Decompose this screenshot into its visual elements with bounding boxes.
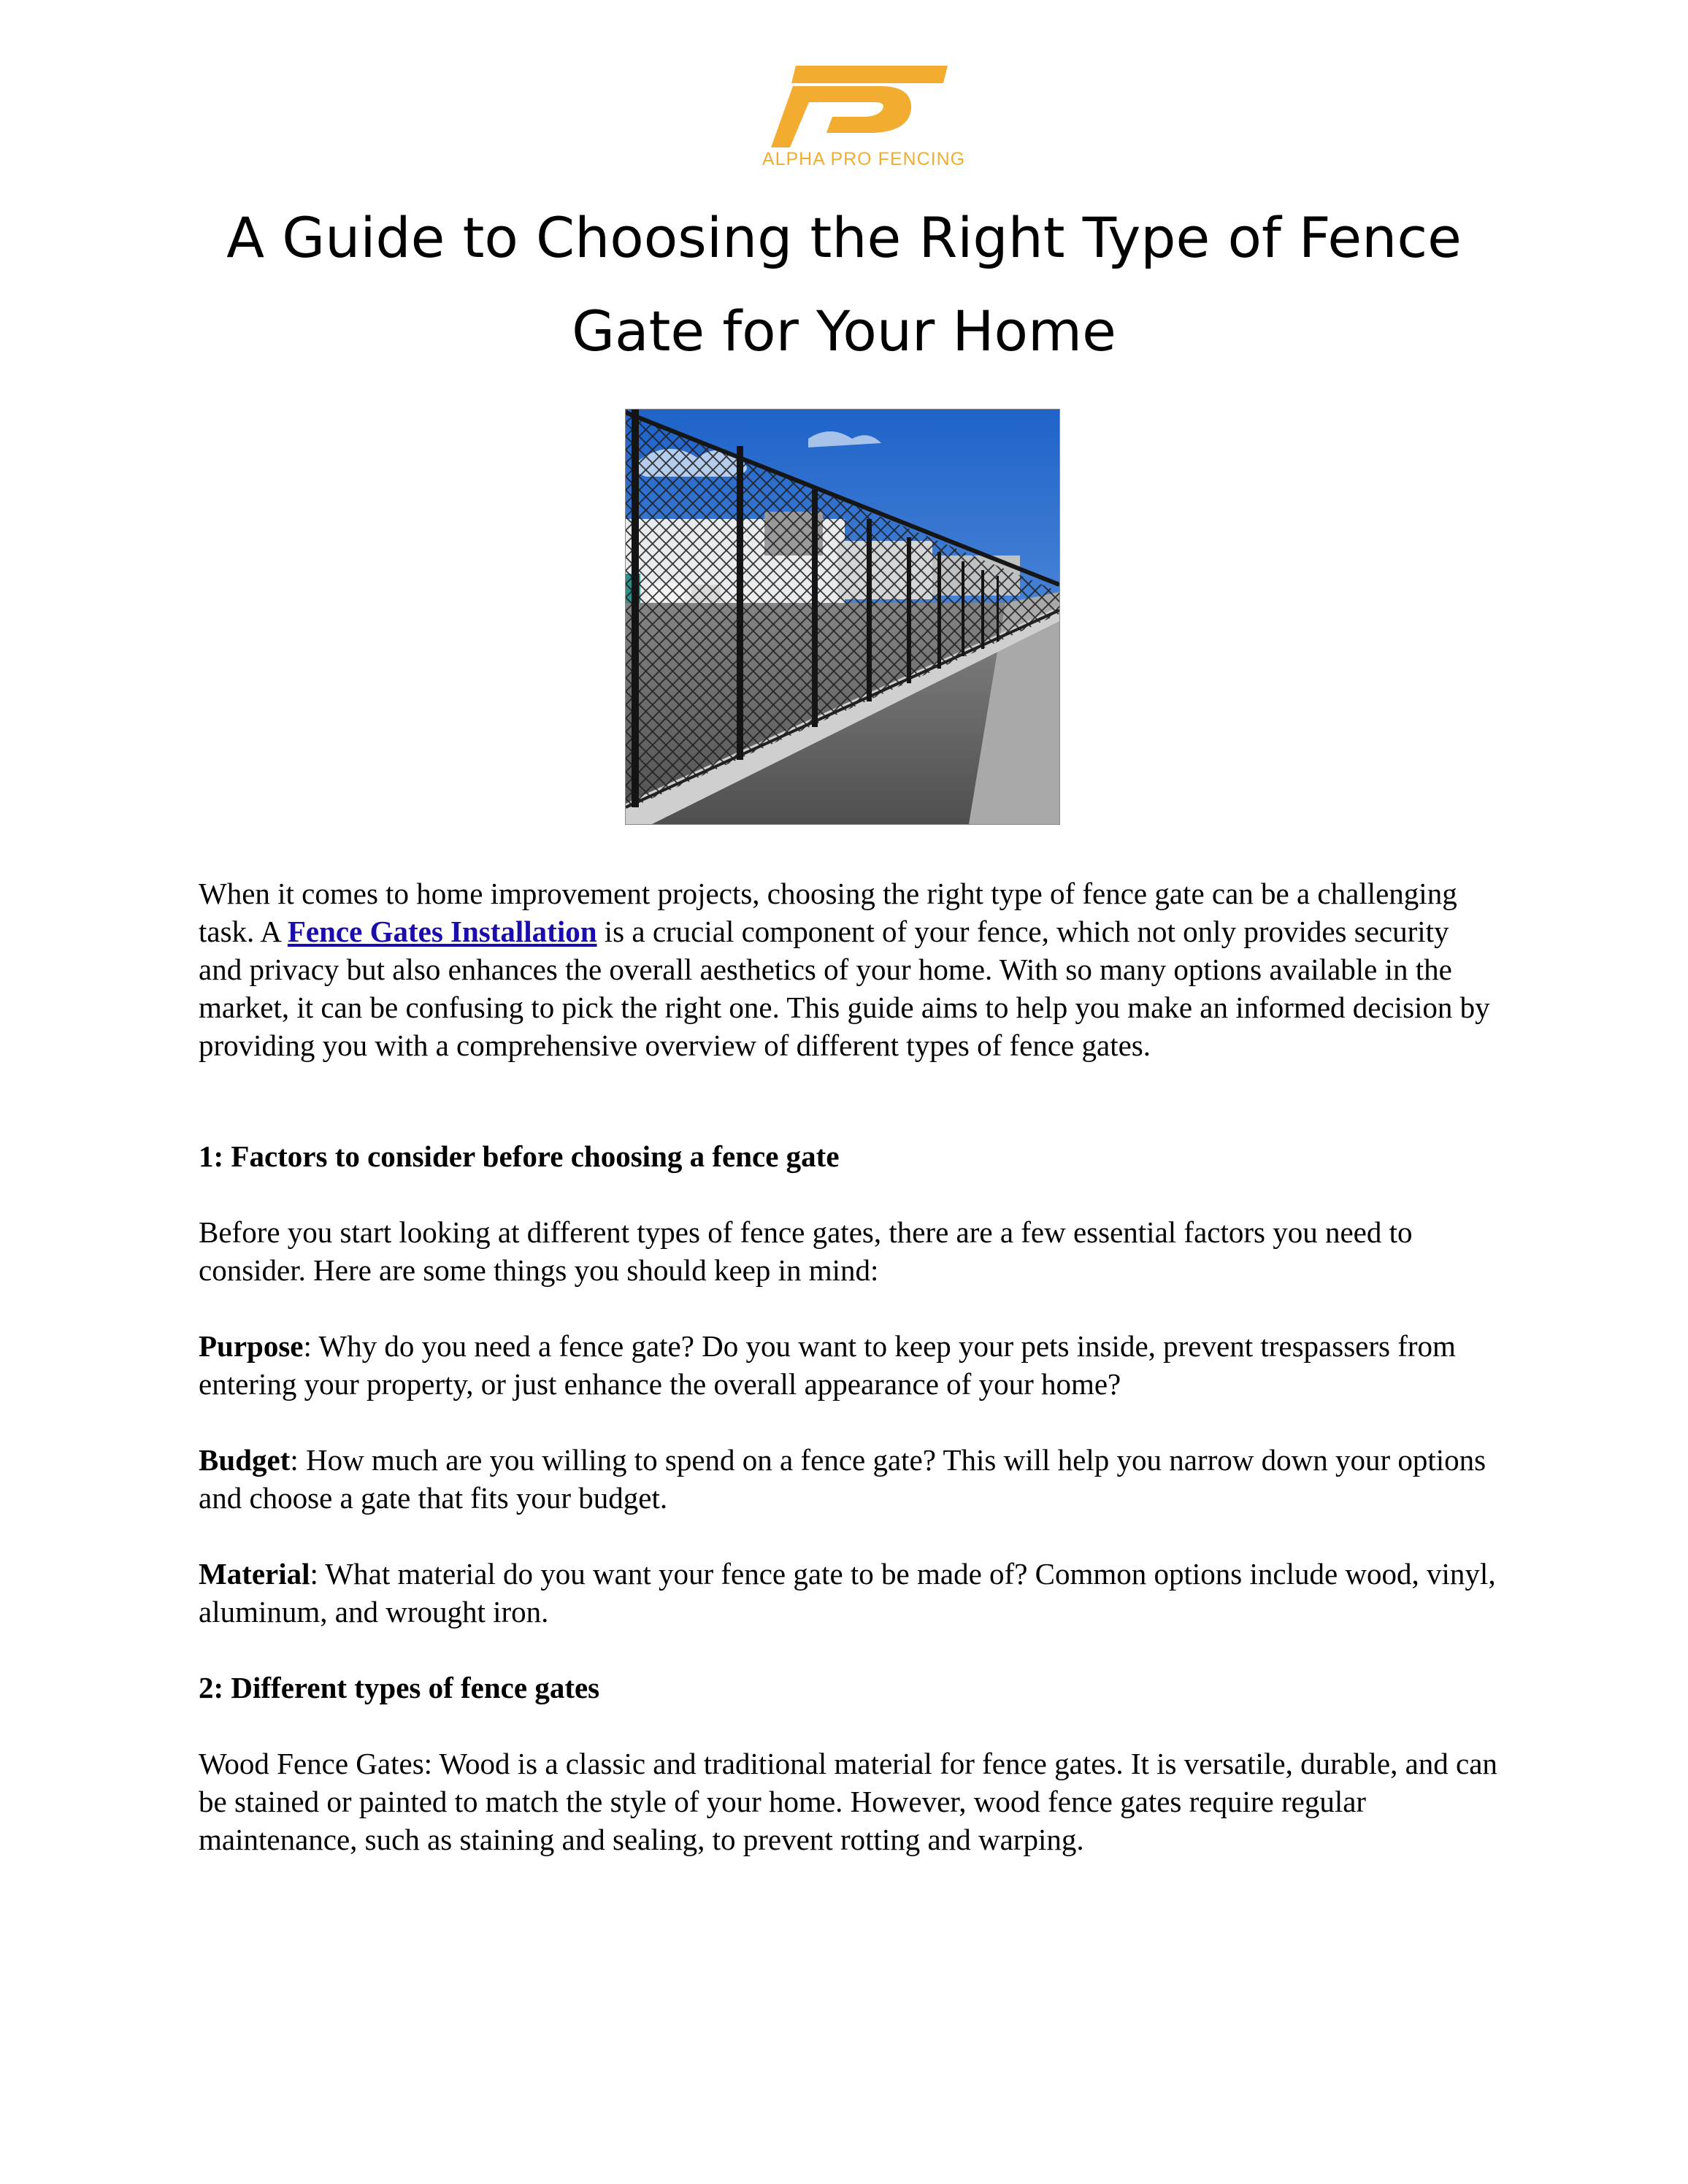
fence-gates-installation-link[interactable]: Fence Gates Installation (287, 915, 597, 948)
intro-text-end: is a crucial component of your fence, which not only provides security and privacy but also enhances the overall aesthetics of your home. With so many options available in the market, it can be confusing to pick the right one. This guide aims to help you make an informed decision by providing you with a comprehensive overview of different types of fence gates. (199, 915, 1490, 1062)
intro-paragraph (199, 874, 1498, 1064)
budget-term: Budget (199, 1443, 291, 1477)
title-line-2: Gate for Your Home (572, 299, 1116, 364)
budget-item (199, 1441, 1498, 1517)
wood-gates-paragraph: Wood Fence Gates: Wood is a classic and traditional material for fence gates. It is versatile, durable, and can be stained or painted to match the style of your home. However, wood fence gates require regular maintenance, such as staining and sealing, to prevent rotting and warping. (199, 1747, 1497, 1856)
chain-link-fence-photo (626, 410, 1059, 824)
section-1-heading: 1: Factors to consider before choosing a fence gate (199, 1139, 840, 1173)
intro-text-start: When it comes to home improvement projects, choosing the right type of fence gate can be a challenging task. A (199, 877, 1457, 948)
budget-text: : How much are you willing to spend on a fence gate? This will help you narrow down your options and choose a gate that fits your budget. (199, 1443, 1486, 1515)
section-1-intro: Before you start looking at different types of fence gates, there are a few essential factors you need to consider. Here are some things you should keep in mind: (199, 1215, 1413, 1287)
material-term: Material (199, 1557, 310, 1591)
alpha-pro-fencing-logo (756, 60, 997, 177)
purpose-term: Purpose (199, 1329, 304, 1363)
logo-text: ALPHA PRO FENCING (761, 149, 966, 169)
title-line-1: A Guide to Choosing the Right Type of Fence (226, 205, 1462, 270)
hero-image (625, 409, 1060, 825)
page-title (117, 191, 1571, 378)
section-2-heading: 2: Different types of fence gates (199, 1671, 600, 1704)
material-item (199, 1555, 1498, 1631)
logo-mark-icon (756, 60, 975, 147)
purpose-item (199, 1327, 1498, 1403)
purpose-text: : Why do you need a fence gate? Do you want to keep your pets inside, prevent trespassers from entering your property, or just enhance the overall appearance of your home? (199, 1329, 1456, 1401)
material-text: : What material do you want your fence gate to be made of? Common options include wood, vinyl, aluminum, and wrought iron. (199, 1557, 1496, 1629)
